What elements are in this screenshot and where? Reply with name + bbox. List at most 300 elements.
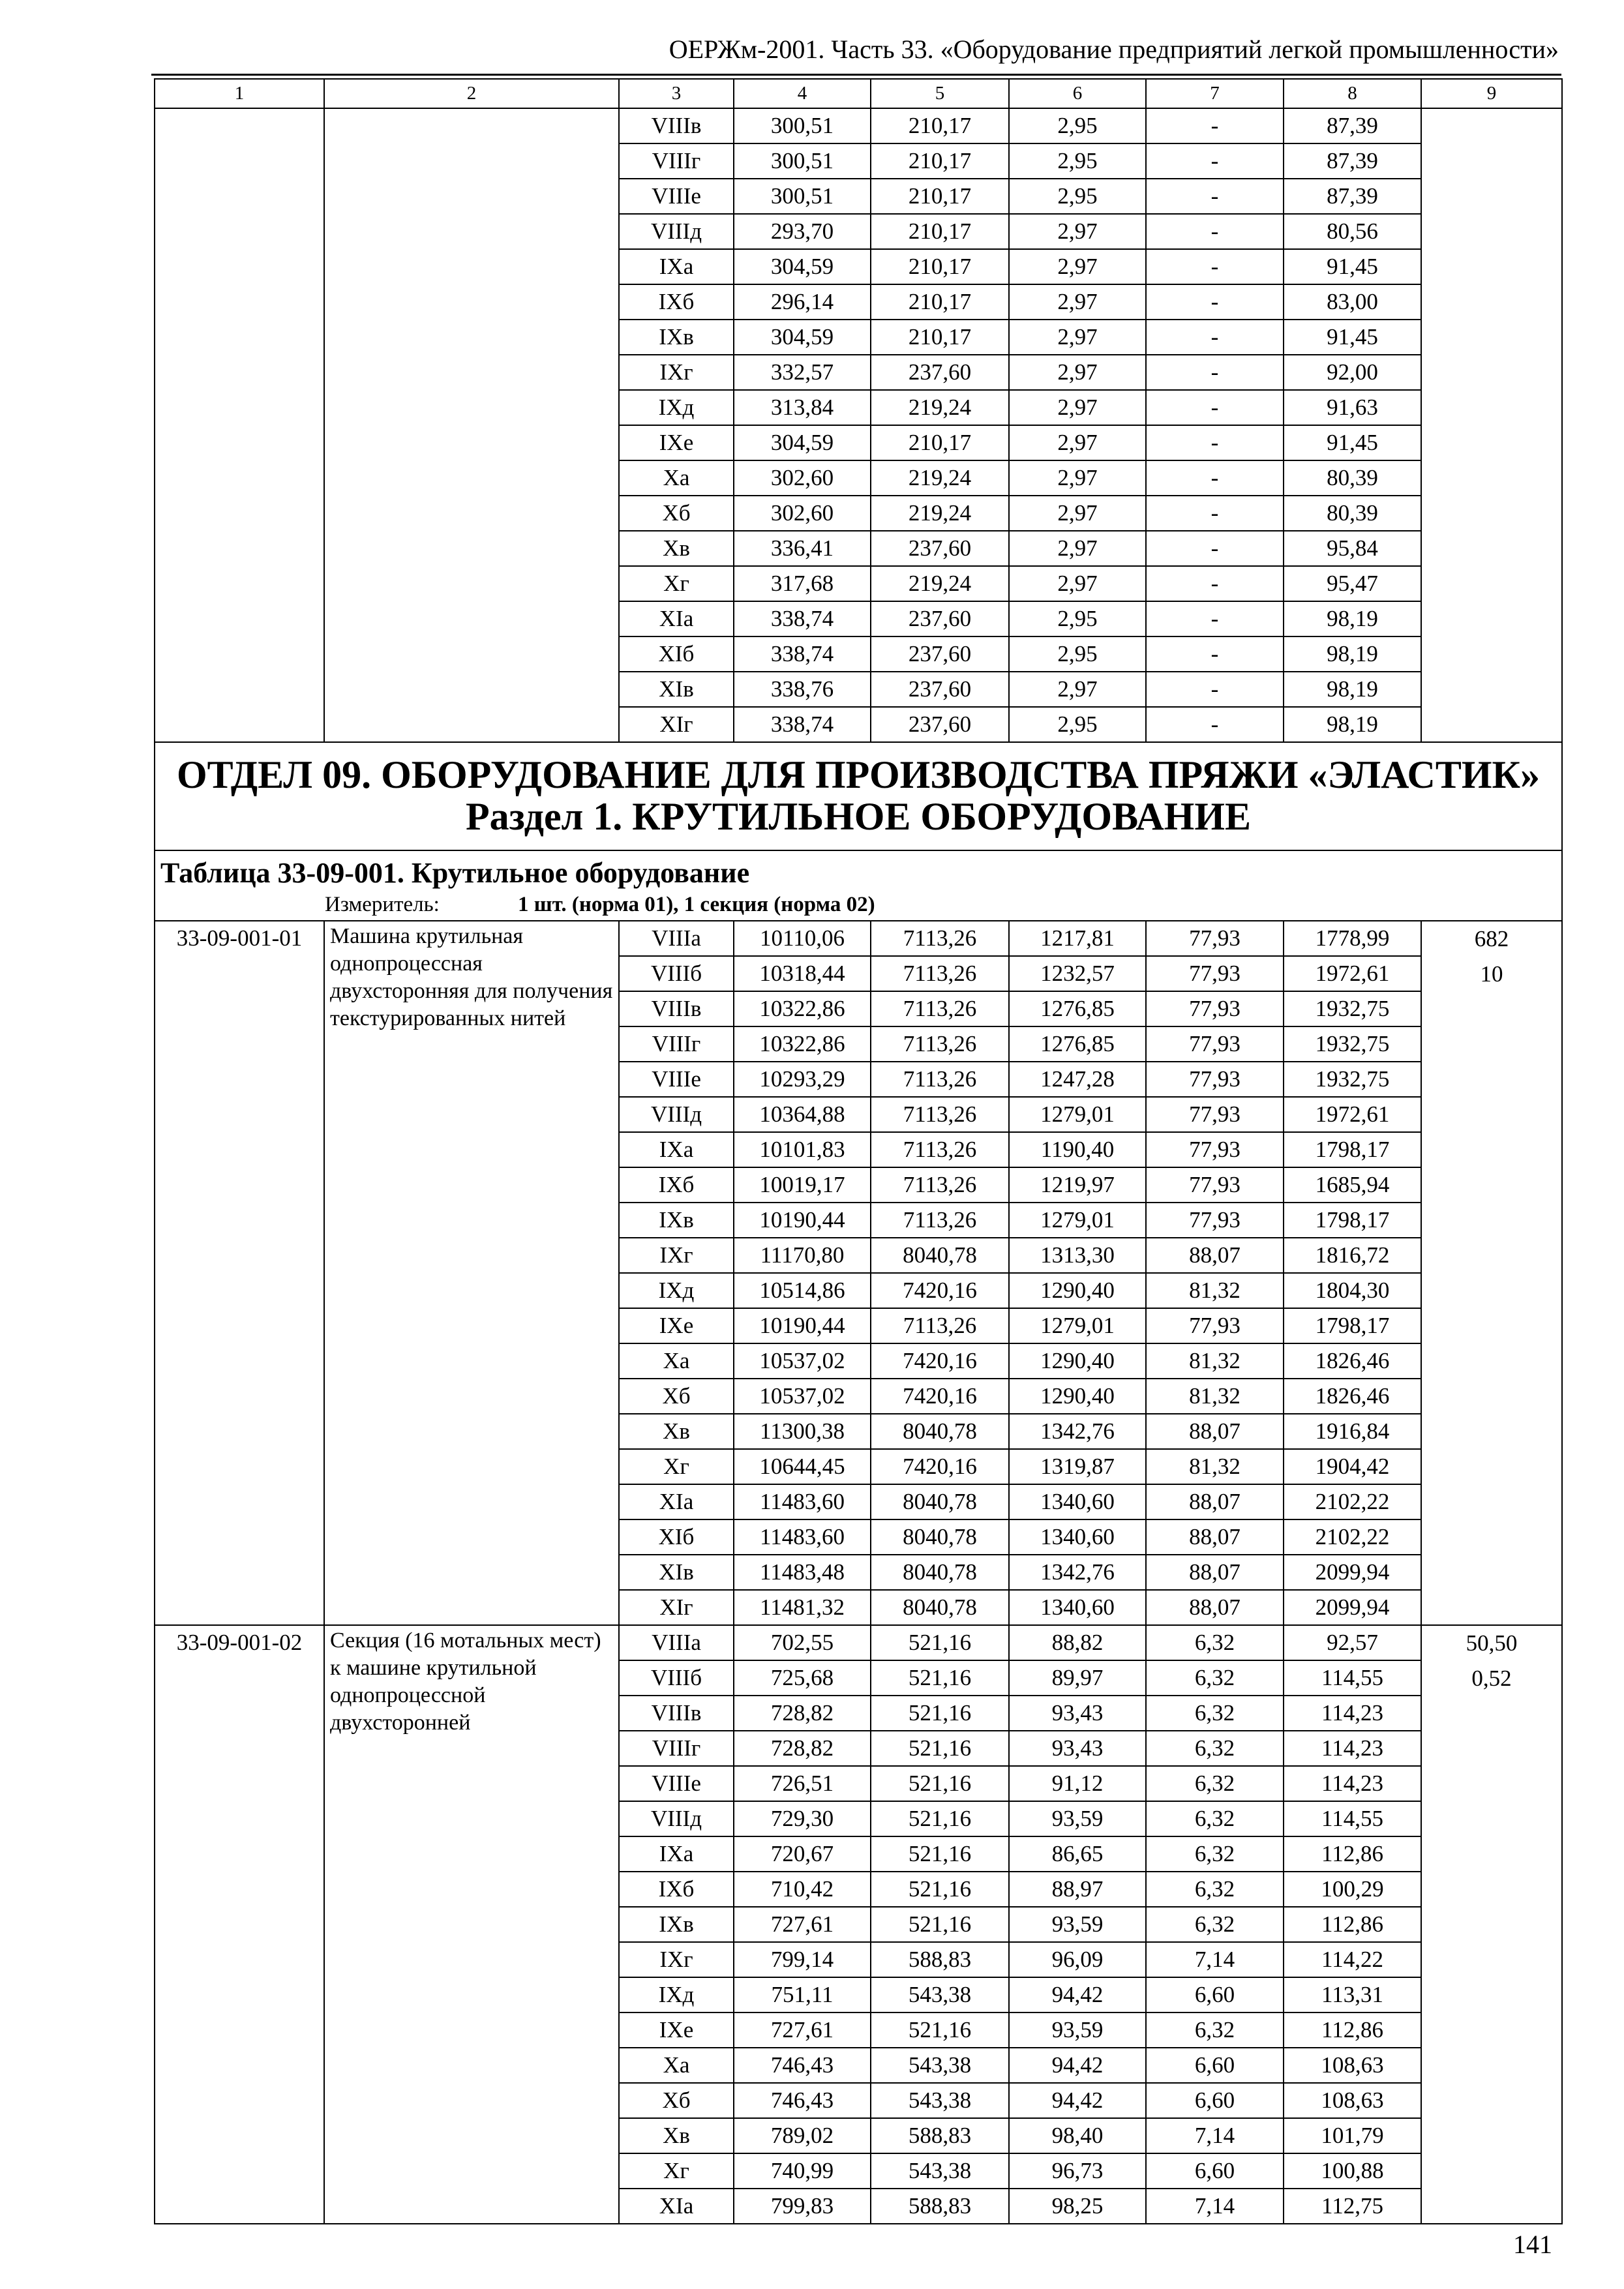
- value-cell: 93,43: [1009, 1696, 1146, 1731]
- value-cell: 521,16: [871, 1625, 1009, 1660]
- value-cell: 304,59: [734, 320, 871, 355]
- value-cell: 588,83: [871, 2189, 1009, 2224]
- value-cell: 1340,60: [1009, 1484, 1146, 1519]
- value-cell: 100,29: [1284, 1872, 1421, 1907]
- value-cell: 6,32: [1146, 2012, 1284, 2048]
- value-cell: 88,07: [1146, 1484, 1284, 1519]
- value-cell: 2,97: [1009, 284, 1146, 320]
- value-cell: 1219,97: [1009, 1167, 1146, 1203]
- section-row: [155, 742, 1562, 850]
- value-cell: 80,39: [1284, 460, 1421, 496]
- value-cell: 210,17: [871, 284, 1009, 320]
- value-cell: 11483,60: [734, 1519, 871, 1555]
- value-cell: -: [1146, 214, 1284, 249]
- value-cell: 93,59: [1009, 2012, 1146, 2048]
- value-cell: 2,97: [1009, 320, 1146, 355]
- value-cell: 1313,30: [1009, 1238, 1146, 1273]
- zone-cell: XIа: [619, 601, 734, 636]
- value-cell: 728,82: [734, 1731, 871, 1766]
- value-cell: 10364,88: [734, 1097, 871, 1132]
- value-cell: 112,86: [1284, 1907, 1421, 1942]
- value-cell: 1972,61: [1284, 956, 1421, 991]
- value-cell: 10293,29: [734, 1062, 871, 1097]
- value-cell: 210,17: [871, 425, 1009, 460]
- column-number-row: [155, 79, 1562, 108]
- value-cell: 10514,86: [734, 1273, 871, 1308]
- zone-cell: VIIIе: [619, 1062, 734, 1097]
- value-cell: 95,84: [1284, 531, 1421, 566]
- value-cell: 7113,26: [871, 1097, 1009, 1132]
- measure-value: 1 шт. (норма 01), 1 секция (норма 02): [518, 893, 875, 916]
- zone-cell: VIIIа: [619, 921, 734, 956]
- value-cell: 728,82: [734, 1696, 871, 1731]
- value-cell: 77,93: [1146, 1167, 1284, 1203]
- value-cell: 88,07: [1146, 1590, 1284, 1625]
- value-cell: -: [1146, 531, 1284, 566]
- value-cell: 6,32: [1146, 1731, 1284, 1766]
- value-cell: 1290,40: [1009, 1343, 1146, 1379]
- value-cell: 91,12: [1009, 1766, 1146, 1801]
- value-cell: 237,60: [871, 672, 1009, 707]
- value-cell: 92,57: [1284, 1625, 1421, 1660]
- value-cell: 1247,28: [1009, 1062, 1146, 1097]
- value-cell: 81,32: [1146, 1343, 1284, 1379]
- table-row: [155, 108, 1562, 143]
- value-cell: 112,86: [1284, 2012, 1421, 2048]
- zone-cell: IXг: [619, 1238, 734, 1273]
- value-cell: 10537,02: [734, 1379, 871, 1414]
- value-cell: 1778,99: [1284, 921, 1421, 956]
- value-cell: 521,16: [871, 2012, 1009, 2048]
- value-cell: 789,02: [734, 2118, 871, 2153]
- value-cell: 98,25: [1009, 2189, 1146, 2224]
- value-cell: 1190,40: [1009, 1132, 1146, 1167]
- column-number: 3: [619, 79, 734, 108]
- value-cell: 88,82: [1009, 1625, 1146, 1660]
- value-cell: 101,79: [1284, 2118, 1421, 2153]
- value-cell: -: [1146, 108, 1284, 143]
- value-cell: 7113,26: [871, 1203, 1009, 1238]
- value-cell: 91,45: [1284, 320, 1421, 355]
- value-cell: 114,23: [1284, 1696, 1421, 1731]
- value-cell: 237,60: [871, 636, 1009, 672]
- rates-table-body: [155, 79, 1562, 2224]
- zone-cell: Xа: [619, 460, 734, 496]
- value-cell: 210,17: [871, 214, 1009, 249]
- zone-cell: VIIIв: [619, 991, 734, 1026]
- value-cell: 77,93: [1146, 1062, 1284, 1097]
- value-cell: 304,59: [734, 249, 871, 284]
- value-cell: 6,60: [1146, 1977, 1284, 2012]
- value-cell: 11170,80: [734, 1238, 871, 1273]
- column-number: 7: [1146, 79, 1284, 108]
- value-cell: 720,67: [734, 1836, 871, 1872]
- value-cell: 702,55: [734, 1625, 871, 1660]
- value-cell: 77,93: [1146, 1132, 1284, 1167]
- value-cell: 1804,30: [1284, 1273, 1421, 1308]
- value-cell: 219,24: [871, 460, 1009, 496]
- value-cell: 7420,16: [871, 1449, 1009, 1484]
- value-cell: 95,47: [1284, 566, 1421, 601]
- value-cell: 727,61: [734, 1907, 871, 1942]
- value-cell: 2,97: [1009, 672, 1146, 707]
- value-cell: -: [1146, 601, 1284, 636]
- section-title-line1: ОТДЕЛ 09. ОБОРУДОВАНИЕ ДЛЯ ПРОИЗВОДСТВА ПРЯЖИ «ЭЛАСТИК»: [176, 753, 1541, 796]
- column-number: 4: [734, 79, 871, 108]
- extra-cell-empty: [1421, 108, 1562, 742]
- value-cell: 87,39: [1284, 179, 1421, 214]
- value-cell: 93,59: [1009, 1801, 1146, 1836]
- value-cell: 8040,78: [871, 1414, 1009, 1449]
- value-cell: 92,00: [1284, 355, 1421, 390]
- value-cell: 11481,32: [734, 1590, 871, 1625]
- value-cell: 300,51: [734, 108, 871, 143]
- value-cell: 1972,61: [1284, 1097, 1421, 1132]
- value-cell: 96,09: [1009, 1942, 1146, 1977]
- value-cell: 114,55: [1284, 1801, 1421, 1836]
- zone-cell: IXд: [619, 1977, 734, 2012]
- zone-cell: Xг: [619, 566, 734, 601]
- item-extra: [1421, 1625, 1562, 2224]
- value-cell: 521,16: [871, 1766, 1009, 1801]
- value-cell: 300,51: [734, 179, 871, 214]
- value-cell: 6,32: [1146, 1696, 1284, 1731]
- value-cell: 91,45: [1284, 425, 1421, 460]
- value-cell: 2102,22: [1284, 1484, 1421, 1519]
- value-cell: 2,97: [1009, 496, 1146, 531]
- value-cell: 112,75: [1284, 2189, 1421, 2224]
- value-cell: 93,43: [1009, 1731, 1146, 1766]
- value-cell: 1290,40: [1009, 1273, 1146, 1308]
- value-cell: 83,00: [1284, 284, 1421, 320]
- value-cell: 1904,42: [1284, 1449, 1421, 1484]
- value-cell: 338,74: [734, 601, 871, 636]
- item-extra: [1421, 921, 1562, 1625]
- value-cell: 1340,60: [1009, 1590, 1146, 1625]
- value-cell: 746,43: [734, 2083, 871, 2118]
- zone-cell: XIа: [619, 1484, 734, 1519]
- value-cell: 726,51: [734, 1766, 871, 1801]
- value-cell: 746,43: [734, 2048, 871, 2083]
- value-cell: -: [1146, 355, 1284, 390]
- header-rule: [151, 74, 1561, 76]
- zone-cell: Xв: [619, 531, 734, 566]
- item-extra-value: 682: [1474, 926, 1509, 951]
- value-cell: 237,60: [871, 601, 1009, 636]
- value-cell: 799,83: [734, 2189, 871, 2224]
- value-cell: 6,60: [1146, 2048, 1284, 2083]
- value-cell: 11483,60: [734, 1484, 871, 1519]
- value-cell: -: [1146, 460, 1284, 496]
- value-cell: 80,39: [1284, 496, 1421, 531]
- value-cell: 87,39: [1284, 143, 1421, 179]
- value-cell: 7,14: [1146, 1942, 1284, 1977]
- value-cell: 7113,26: [871, 1308, 1009, 1343]
- value-cell: 114,23: [1284, 1731, 1421, 1766]
- value-cell: 219,24: [871, 496, 1009, 531]
- value-cell: 210,17: [871, 143, 1009, 179]
- zone-cell: VIIIа: [619, 1625, 734, 1660]
- value-cell: 114,23: [1284, 1766, 1421, 1801]
- value-cell: 80,56: [1284, 214, 1421, 249]
- zone-cell: IXе: [619, 2012, 734, 2048]
- value-cell: 88,97: [1009, 1872, 1146, 1907]
- item-code: 33-09-001-02: [155, 1625, 324, 2224]
- zone-cell: Xг: [619, 1449, 734, 1484]
- value-cell: 89,97: [1009, 1660, 1146, 1696]
- value-cell: 7420,16: [871, 1273, 1009, 1308]
- value-cell: 1217,81: [1009, 921, 1146, 956]
- value-cell: -: [1146, 249, 1284, 284]
- value-cell: 317,68: [734, 566, 871, 601]
- zone-cell: IXб: [619, 284, 734, 320]
- value-cell: 1826,46: [1284, 1379, 1421, 1414]
- value-cell: -: [1146, 179, 1284, 214]
- value-cell: 219,24: [871, 390, 1009, 425]
- value-cell: 336,41: [734, 531, 871, 566]
- value-cell: 1342,76: [1009, 1414, 1146, 1449]
- zone-cell: Xа: [619, 2048, 734, 2083]
- zone-cell: IXг: [619, 1942, 734, 1977]
- value-cell: 10110,06: [734, 921, 871, 956]
- value-cell: 77,93: [1146, 1097, 1284, 1132]
- value-cell: 8040,78: [871, 1555, 1009, 1590]
- column-number: 1: [155, 79, 324, 108]
- value-cell: 88,07: [1146, 1555, 1284, 1590]
- rates-table: [154, 78, 1563, 2224]
- zone-cell: Xв: [619, 2118, 734, 2153]
- value-cell: 1826,46: [1284, 1343, 1421, 1379]
- zone-cell: VIIIг: [619, 143, 734, 179]
- value-cell: 588,83: [871, 1942, 1009, 1977]
- value-cell: -: [1146, 707, 1284, 742]
- value-cell: 2102,22: [1284, 1519, 1421, 1555]
- measure-line: [160, 891, 1557, 918]
- value-cell: 7113,26: [871, 956, 1009, 991]
- value-cell: 2,95: [1009, 108, 1146, 143]
- value-cell: -: [1146, 566, 1284, 601]
- zone-cell: IXе: [619, 1308, 734, 1343]
- value-cell: 112,86: [1284, 1836, 1421, 1872]
- value-cell: 7113,26: [871, 1026, 1009, 1062]
- value-cell: 727,61: [734, 2012, 871, 2048]
- value-cell: 2,95: [1009, 143, 1146, 179]
- value-cell: 2,97: [1009, 355, 1146, 390]
- zone-cell: VIIIд: [619, 1801, 734, 1836]
- zone-cell: VIIIе: [619, 179, 734, 214]
- value-cell: 2099,94: [1284, 1555, 1421, 1590]
- value-cell: 7113,26: [871, 991, 1009, 1026]
- value-cell: 81,32: [1146, 1379, 1284, 1414]
- column-number: 9: [1421, 79, 1562, 108]
- value-cell: -: [1146, 320, 1284, 355]
- zone-cell: VIIIе: [619, 1766, 734, 1801]
- value-cell: 77,93: [1146, 1308, 1284, 1343]
- zone-cell: XIб: [619, 636, 734, 672]
- zone-cell: IXа: [619, 249, 734, 284]
- value-cell: 96,73: [1009, 2153, 1146, 2189]
- value-cell: 725,68: [734, 1660, 871, 1696]
- value-cell: 1279,01: [1009, 1203, 1146, 1238]
- zone-cell: IXв: [619, 1907, 734, 1942]
- value-cell: 98,19: [1284, 672, 1421, 707]
- value-cell: 88,07: [1146, 1238, 1284, 1273]
- zone-cell: Xв: [619, 1414, 734, 1449]
- zone-cell: VIIIд: [619, 214, 734, 249]
- value-cell: 94,42: [1009, 2083, 1146, 2118]
- value-cell: 751,11: [734, 1977, 871, 2012]
- value-cell: -: [1146, 425, 1284, 460]
- zone-cell: XIг: [619, 707, 734, 742]
- value-cell: 77,93: [1146, 1203, 1284, 1238]
- zone-cell: IXв: [619, 320, 734, 355]
- value-cell: 543,38: [871, 1977, 1009, 2012]
- item-extra-value: 10: [1480, 961, 1503, 987]
- value-cell: 7420,16: [871, 1379, 1009, 1414]
- value-cell: 108,63: [1284, 2083, 1421, 2118]
- value-cell: 98,19: [1284, 636, 1421, 672]
- table-header-row: [155, 850, 1562, 921]
- zone-cell: XIа: [619, 2189, 734, 2224]
- item-name: Машина крутильная однопроцессная двухсторонняя для получения текстурированных нитей: [324, 921, 619, 1625]
- zone-cell: Xб: [619, 496, 734, 531]
- value-cell: 91,45: [1284, 249, 1421, 284]
- column-number: 2: [324, 79, 619, 108]
- value-cell: 210,17: [871, 320, 1009, 355]
- value-cell: 543,38: [871, 2083, 1009, 2118]
- value-cell: 304,59: [734, 425, 871, 460]
- value-cell: 7113,26: [871, 1167, 1009, 1203]
- value-cell: 6,32: [1146, 1625, 1284, 1660]
- value-cell: 87,39: [1284, 108, 1421, 143]
- value-cell: 210,17: [871, 108, 1009, 143]
- value-cell: 338,76: [734, 672, 871, 707]
- value-cell: 740,99: [734, 2153, 871, 2189]
- value-cell: 10644,45: [734, 1449, 871, 1484]
- value-cell: 210,17: [871, 249, 1009, 284]
- value-cell: 2,97: [1009, 425, 1146, 460]
- column-number: 5: [871, 79, 1009, 108]
- value-cell: 300,51: [734, 143, 871, 179]
- value-cell: 6,32: [1146, 1907, 1284, 1942]
- value-cell: 2,97: [1009, 531, 1146, 566]
- page-header-title: ОЕРЖм-2001. Часть 33. «Оборудование предприятий легкой промышленности»: [669, 35, 1559, 64]
- value-cell: 7,14: [1146, 2189, 1284, 2224]
- value-cell: 1232,57: [1009, 956, 1146, 991]
- value-cell: 2,95: [1009, 707, 1146, 742]
- value-cell: 293,70: [734, 214, 871, 249]
- value-cell: 77,93: [1146, 1026, 1284, 1062]
- value-cell: 521,16: [871, 1836, 1009, 1872]
- value-cell: 98,19: [1284, 601, 1421, 636]
- value-cell: 77,93: [1146, 956, 1284, 991]
- value-cell: 77,93: [1146, 921, 1284, 956]
- section-title-line2: Раздел 1. КРУТИЛЬНОЕ ОБОРУДОВАНИЕ: [465, 795, 1252, 838]
- value-cell: 2099,94: [1284, 1590, 1421, 1625]
- value-cell: -: [1146, 672, 1284, 707]
- zone-cell: IXд: [619, 1273, 734, 1308]
- zone-cell: Xг: [619, 2153, 734, 2189]
- item-code: 33-09-001-01: [155, 921, 324, 1625]
- value-cell: 1798,17: [1284, 1132, 1421, 1167]
- value-cell: 7,14: [1146, 2118, 1284, 2153]
- value-cell: 91,63: [1284, 390, 1421, 425]
- value-cell: 1932,75: [1284, 991, 1421, 1026]
- value-cell: -: [1146, 496, 1284, 531]
- column-number: 6: [1009, 79, 1146, 108]
- value-cell: 1816,72: [1284, 1238, 1421, 1273]
- value-cell: 100,88: [1284, 2153, 1421, 2189]
- value-cell: 77,93: [1146, 991, 1284, 1026]
- zone-cell: Xа: [619, 1343, 734, 1379]
- value-cell: 6,32: [1146, 1872, 1284, 1907]
- value-cell: -: [1146, 636, 1284, 672]
- value-cell: 2,95: [1009, 601, 1146, 636]
- value-cell: 98,19: [1284, 707, 1421, 742]
- value-cell: 8040,78: [871, 1238, 1009, 1273]
- table-row: [155, 1625, 1562, 1660]
- zone-cell: IXа: [619, 1132, 734, 1167]
- value-cell: 313,84: [734, 390, 871, 425]
- value-cell: 332,57: [734, 355, 871, 390]
- value-cell: 219,24: [871, 566, 1009, 601]
- zone-cell: XIб: [619, 1519, 734, 1555]
- zone-cell: VIIIв: [619, 1696, 734, 1731]
- value-cell: 2,95: [1009, 636, 1146, 672]
- value-cell: 10537,02: [734, 1343, 871, 1379]
- zone-cell: VIIIб: [619, 956, 734, 991]
- value-cell: 1276,85: [1009, 991, 1146, 1026]
- zone-cell: IXб: [619, 1167, 734, 1203]
- table-title: Таблица 33-09-001. Крутильное оборудование: [160, 857, 750, 889]
- value-cell: 10190,44: [734, 1203, 871, 1238]
- value-cell: 7113,26: [871, 1062, 1009, 1097]
- zone-cell: VIIIг: [619, 1026, 734, 1062]
- value-cell: 7420,16: [871, 1343, 1009, 1379]
- value-cell: 10190,44: [734, 1308, 871, 1343]
- value-cell: 521,16: [871, 1907, 1009, 1942]
- value-cell: 1342,76: [1009, 1555, 1146, 1590]
- value-cell: 2,97: [1009, 460, 1146, 496]
- value-cell: 296,14: [734, 284, 871, 320]
- value-cell: 799,14: [734, 1942, 871, 1977]
- zone-cell: XIв: [619, 1555, 734, 1590]
- value-cell: 11300,38: [734, 1414, 871, 1449]
- value-cell: 10322,86: [734, 991, 871, 1026]
- value-cell: 237,60: [871, 531, 1009, 566]
- value-cell: -: [1146, 143, 1284, 179]
- value-cell: 2,97: [1009, 214, 1146, 249]
- value-cell: 710,42: [734, 1872, 871, 1907]
- value-cell: 237,60: [871, 355, 1009, 390]
- value-cell: 8040,78: [871, 1484, 1009, 1519]
- value-cell: 81,32: [1146, 1449, 1284, 1484]
- value-cell: 10101,83: [734, 1132, 871, 1167]
- value-cell: 1932,75: [1284, 1026, 1421, 1062]
- zone-cell: XIв: [619, 672, 734, 707]
- value-cell: 521,16: [871, 1731, 1009, 1766]
- value-cell: 1279,01: [1009, 1097, 1146, 1132]
- value-cell: 521,16: [871, 1801, 1009, 1836]
- page-number: 141: [1513, 2230, 1552, 2259]
- value-cell: 543,38: [871, 2153, 1009, 2189]
- value-cell: 1340,60: [1009, 1519, 1146, 1555]
- name-cell-empty: [324, 108, 619, 742]
- value-cell: 114,55: [1284, 1660, 1421, 1696]
- zone-cell: VIIIд: [619, 1097, 734, 1132]
- zone-cell: Xб: [619, 2083, 734, 2118]
- value-cell: 588,83: [871, 2118, 1009, 2153]
